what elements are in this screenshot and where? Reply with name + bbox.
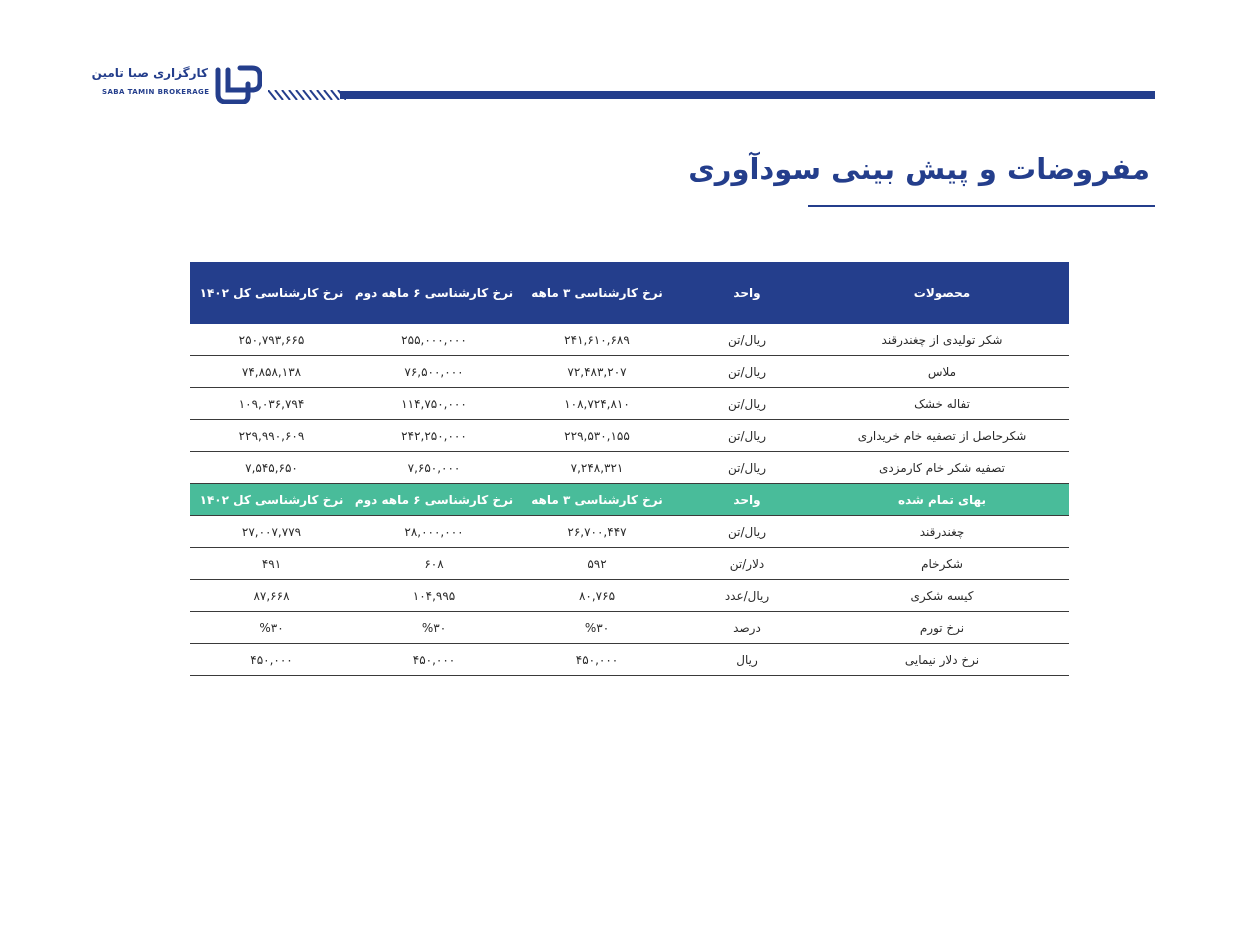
table-row <box>190 612 1069 644</box>
cell-rate-total: ۴۹۱ <box>261 556 282 571</box>
cell-rate-total: ۸۷,۶۶۸ <box>253 588 290 603</box>
header-rate-3-month: نرخ کارشناسی ۳ ماهه <box>531 286 663 300</box>
logo-mark-icon <box>212 64 262 104</box>
subheader-rate-total: نرخ کارشناسی کل ۱۴۰۲ <box>199 492 344 507</box>
table-subheader-row <box>190 484 1069 516</box>
table-row <box>190 516 1069 548</box>
cell-rate-3-month: ۲۴۱,۶۱۰,۶۸۹ <box>564 332 630 347</box>
page-title: مفروضات و پیش بینی سودآوری <box>688 152 1150 186</box>
cell-rate-3-month: ۲۲۹,۵۳۰,۱۵۵ <box>564 428 630 443</box>
cell-rate-total: ۲۲۹,۹۹۰,۶۰۹ <box>238 428 305 443</box>
cell-product: نرخ دلار نیمایی <box>904 652 980 667</box>
table-row <box>190 388 1069 420</box>
cell-product: شکر تولیدی از چغندرقند <box>881 332 1003 347</box>
header-rate-total: نرخ کارشناسی کل ۱۴۰۲ <box>199 286 344 300</box>
cell-unit: ریال/عدد <box>724 588 770 603</box>
cell-rate-3-month: ۷,۲۴۸,۳۲۱ <box>570 460 624 475</box>
cell-rate-total: ۱۰۹,۰۳۶,۷۹۴ <box>238 396 305 411</box>
cell-unit: ریال/تن <box>727 364 767 379</box>
cell-unit: ریال/تن <box>727 428 767 443</box>
cell-rate-6-month: ۲۸,۰۰۰,۰۰۰ <box>404 524 464 539</box>
cell-unit: ریال/تن <box>727 524 767 539</box>
cell-rate-6-month: %۳۰ <box>421 620 447 635</box>
cell-rate-3-month: ۴۵۰,۰۰۰ <box>575 652 619 667</box>
cell-unit: ریال/تن <box>727 332 767 347</box>
logo-text-fa: کارگزاری صبا تامین <box>91 66 208 80</box>
cell-rate-3-month: ۷۲,۴۸۳,۲۰۷ <box>567 364 627 379</box>
logo-text-en: SABA TAMIN BROKERAGE <box>102 88 210 96</box>
cell-product: ملاس <box>927 364 957 379</box>
cell-unit: درصد <box>733 620 761 635</box>
table-row <box>190 644 1069 676</box>
subheader-rate-3-month: نرخ کارشناسی ۳ ماهه <box>531 492 663 507</box>
cell-rate-3-month: ۵۹۲ <box>587 556 607 571</box>
subheader-unit: واحد <box>733 492 761 507</box>
cell-product: تصفیه شکر خام کارمزدی <box>878 460 1006 475</box>
cell-rate-6-month: ۶۰۸ <box>424 556 444 571</box>
title-underline <box>808 205 1155 207</box>
cell-product: شکرحاصل از تصفیه خام خریداری <box>857 428 1027 443</box>
cell-rate-6-month: ۱۱۴,۷۵۰,۰۰۰ <box>401 396 467 411</box>
cell-rate-3-month: ۸۰,۷۶۵ <box>578 588 616 603</box>
cell-rate-3-month: ۲۶,۷۰۰,۴۴۷ <box>567 524 627 539</box>
table-row <box>190 324 1069 356</box>
cell-rate-6-month: ۷,۶۵۰,۰۰۰ <box>407 460 461 475</box>
header-rate-6-month: نرخ کارشناسی ۶ ماهه دوم <box>354 286 514 300</box>
cell-rate-6-month: ۲۴۲,۲۵۰,۰۰۰ <box>401 428 467 443</box>
cell-product: چغندرقند <box>919 524 965 539</box>
header-unit: واحد <box>733 286 761 300</box>
cell-rate-3-month: %۳۰ <box>584 620 610 635</box>
cell-product: نرخ تورم <box>919 620 965 635</box>
cell-rate-3-month: ۱۰۸,۷۲۴,۸۱۰ <box>564 396 630 411</box>
cell-unit: ریال <box>736 652 758 667</box>
cell-rate-6-month: ۷۶,۵۰۰,۰۰۰ <box>404 364 464 379</box>
cell-rate-total: %۳۰ <box>259 620 284 635</box>
subheader-rate-6-month: نرخ کارشناسی ۶ ماهه دوم <box>354 492 514 507</box>
cell-rate-total: ۲۵۰,۷۹۳,۶۶۵ <box>238 332 305 347</box>
header-divider-bar <box>340 91 1155 99</box>
cell-rate-total: ۲۷,۰۰۷,۷۷۹ <box>241 524 302 539</box>
table-row <box>190 452 1069 484</box>
cell-product: کیسه شکری <box>910 588 974 603</box>
company-logo <box>91 64 262 104</box>
cell-product: تفاله خشک <box>914 396 970 411</box>
subheader-cost: بهای تمام شده <box>898 492 986 507</box>
header-hatch-decoration <box>268 90 346 100</box>
cell-rate-6-month: ۲۵۵,۰۰۰,۰۰۰ <box>401 332 467 347</box>
table-row <box>190 420 1069 452</box>
cell-rate-total: ۷,۵۴۵,۶۵۰ <box>245 460 298 475</box>
cell-unit: دلار/تن <box>729 556 765 571</box>
header-products: محصولات <box>913 286 971 300</box>
table-row <box>190 548 1069 580</box>
cell-rate-6-month: ۱۰۴,۹۹۵ <box>412 588 456 603</box>
assumptions-table <box>190 262 1069 676</box>
table-row <box>190 580 1069 612</box>
cell-product: شکرخام <box>921 556 963 571</box>
cell-unit: ریال/تن <box>727 396 767 411</box>
cell-rate-6-month: ۴۵۰,۰۰۰ <box>412 652 456 667</box>
table-row <box>190 356 1069 388</box>
cell-unit: ریال/تن <box>727 460 767 475</box>
table-header-row <box>190 262 1069 324</box>
cell-rate-total: ۴۵۰,۰۰۰ <box>250 652 293 667</box>
cell-rate-total: ۷۴,۸۵۸,۱۳۸ <box>241 364 302 379</box>
